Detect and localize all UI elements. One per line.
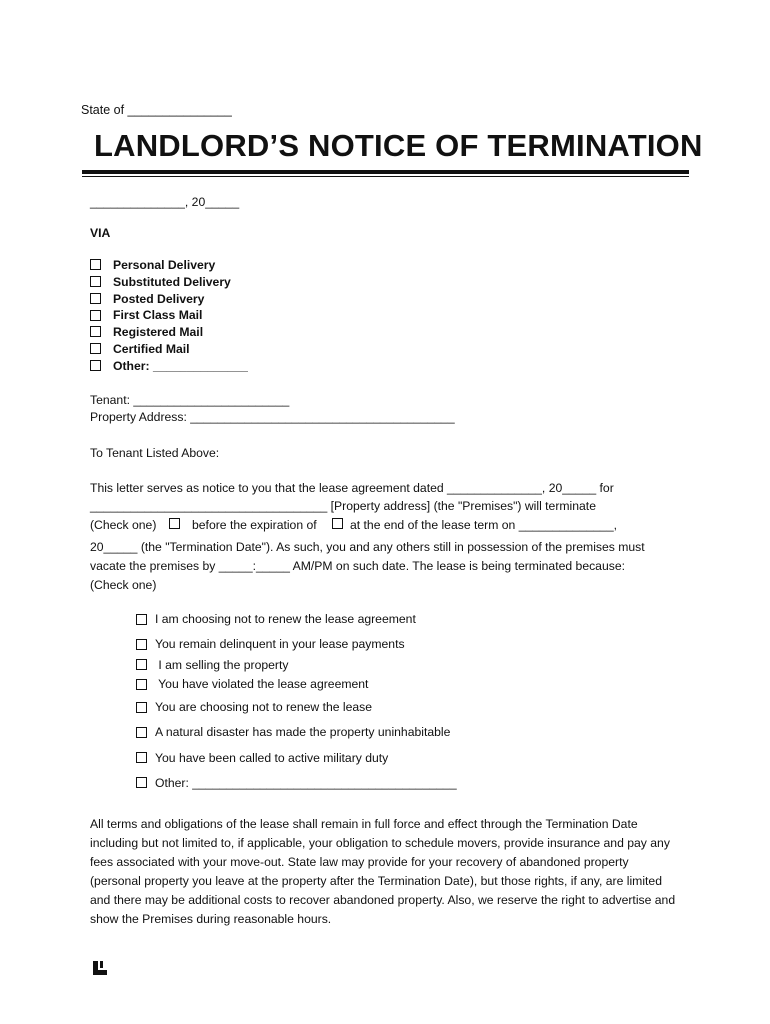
via-option-posted: Posted Delivery bbox=[113, 292, 205, 306]
before-expiration-checkbox[interactable] bbox=[169, 518, 180, 529]
via-option-first-class: First Class Mail bbox=[113, 308, 203, 322]
reason-tenant-not-renewing: You are choosing not to renew the lease bbox=[155, 700, 373, 714]
end-of-term-label: at the end of the lease term on ______________, bbox=[350, 518, 617, 532]
reason-other: Other: _______________________________________ bbox=[155, 776, 457, 790]
via-checkbox-personal[interactable] bbox=[90, 259, 101, 270]
reason-violation: You have violated the lease agreement bbox=[155, 677, 369, 691]
via-option-certified: Certified Mail bbox=[113, 342, 190, 356]
reason-military-duty: You have been called to active military duty bbox=[155, 751, 389, 765]
check-one-label: (Check one) bbox=[90, 518, 157, 532]
notice-line-1: This letter serves as notice to you that the lease agreement dated ______________, 20_____ for bbox=[90, 481, 614, 495]
reason-checkbox-violation[interactable] bbox=[136, 679, 147, 690]
via-option-other: Other: ______________ bbox=[113, 359, 248, 373]
via-checkbox-certified[interactable] bbox=[90, 343, 101, 354]
before-expiration-label: before the expiration of bbox=[192, 518, 317, 532]
date-line: ______________, 20_____ bbox=[90, 195, 240, 209]
via-checkbox-substituted[interactable] bbox=[90, 276, 101, 287]
legal-templates-logo-icon bbox=[92, 960, 108, 976]
via-option-substituted: Substituted Delivery bbox=[113, 275, 231, 289]
reason-checkbox-other[interactable] bbox=[136, 777, 147, 788]
via-option-personal: Personal Delivery bbox=[113, 258, 216, 272]
reason-delinquent: You remain delinquent in your lease payments bbox=[155, 637, 405, 651]
reason-checkbox-tenant-not-renewing[interactable] bbox=[136, 702, 147, 713]
via-checkbox-posted[interactable] bbox=[90, 293, 101, 304]
notice-line-2: ___________________________________ [Property address] (the "Premises") will terminate bbox=[90, 499, 596, 513]
via-checkbox-first-class[interactable] bbox=[90, 310, 101, 321]
via-label: VIA bbox=[90, 226, 111, 240]
reason-checkbox-landlord-not-renewing[interactable] bbox=[136, 614, 147, 625]
state-line: State of _______________ bbox=[81, 103, 232, 117]
reason-checkbox-selling[interactable] bbox=[136, 659, 147, 670]
reason-natural-disaster: A natural disaster has made the property uninhabitable bbox=[155, 725, 451, 739]
reason-landlord-not-renewing: I am choosing not to renew the lease agreement bbox=[155, 612, 416, 626]
property-address-line: Property Address: _______________________________________ bbox=[90, 410, 455, 424]
via-option-registered: Registered Mail bbox=[113, 325, 204, 339]
via-checkbox-other[interactable] bbox=[90, 360, 101, 371]
notice-line-5: vacate the premises by _____:_____ AM/PM on such date. The lease is being terminated because: bbox=[90, 559, 625, 573]
title-rule-thin bbox=[82, 176, 689, 177]
end-of-term-checkbox[interactable] bbox=[332, 518, 343, 529]
document-title: LANDLORD’S NOTICE OF TERMINATION bbox=[94, 128, 703, 163]
salutation: To Tenant Listed Above: bbox=[90, 446, 220, 460]
reason-checkbox-natural-disaster[interactable] bbox=[136, 727, 147, 738]
reason-checkbox-military-duty[interactable] bbox=[136, 752, 147, 763]
notice-line-6: (Check one) bbox=[90, 578, 157, 592]
notice-line-4: 20_____ (the "Termination Date"). As such, you and any others still in possession of the premises must bbox=[90, 540, 645, 554]
via-checkbox-registered[interactable] bbox=[90, 326, 101, 337]
tenant-line: Tenant: _______________________ bbox=[90, 393, 290, 407]
reason-selling: I am selling the property bbox=[155, 658, 289, 672]
closing-paragraph: All terms and obligations of the lease shall remain in full force and effect through the Termination Date including but not limited to, if applicable, your obligation to schedule movers, provide insurance and pay any fees associated with your move-out. State law may provide for your recovery of abandoned property (personal property you leave at the property after the Termination Date), but those rights, if any, are limited and there may be additional costs to recover abandoned property. Also, we reserve the right to advertise and show the Premises during reasonable hours. bbox=[90, 817, 676, 926]
title-rule bbox=[82, 170, 689, 174]
reason-checkbox-delinquent[interactable] bbox=[136, 639, 147, 650]
